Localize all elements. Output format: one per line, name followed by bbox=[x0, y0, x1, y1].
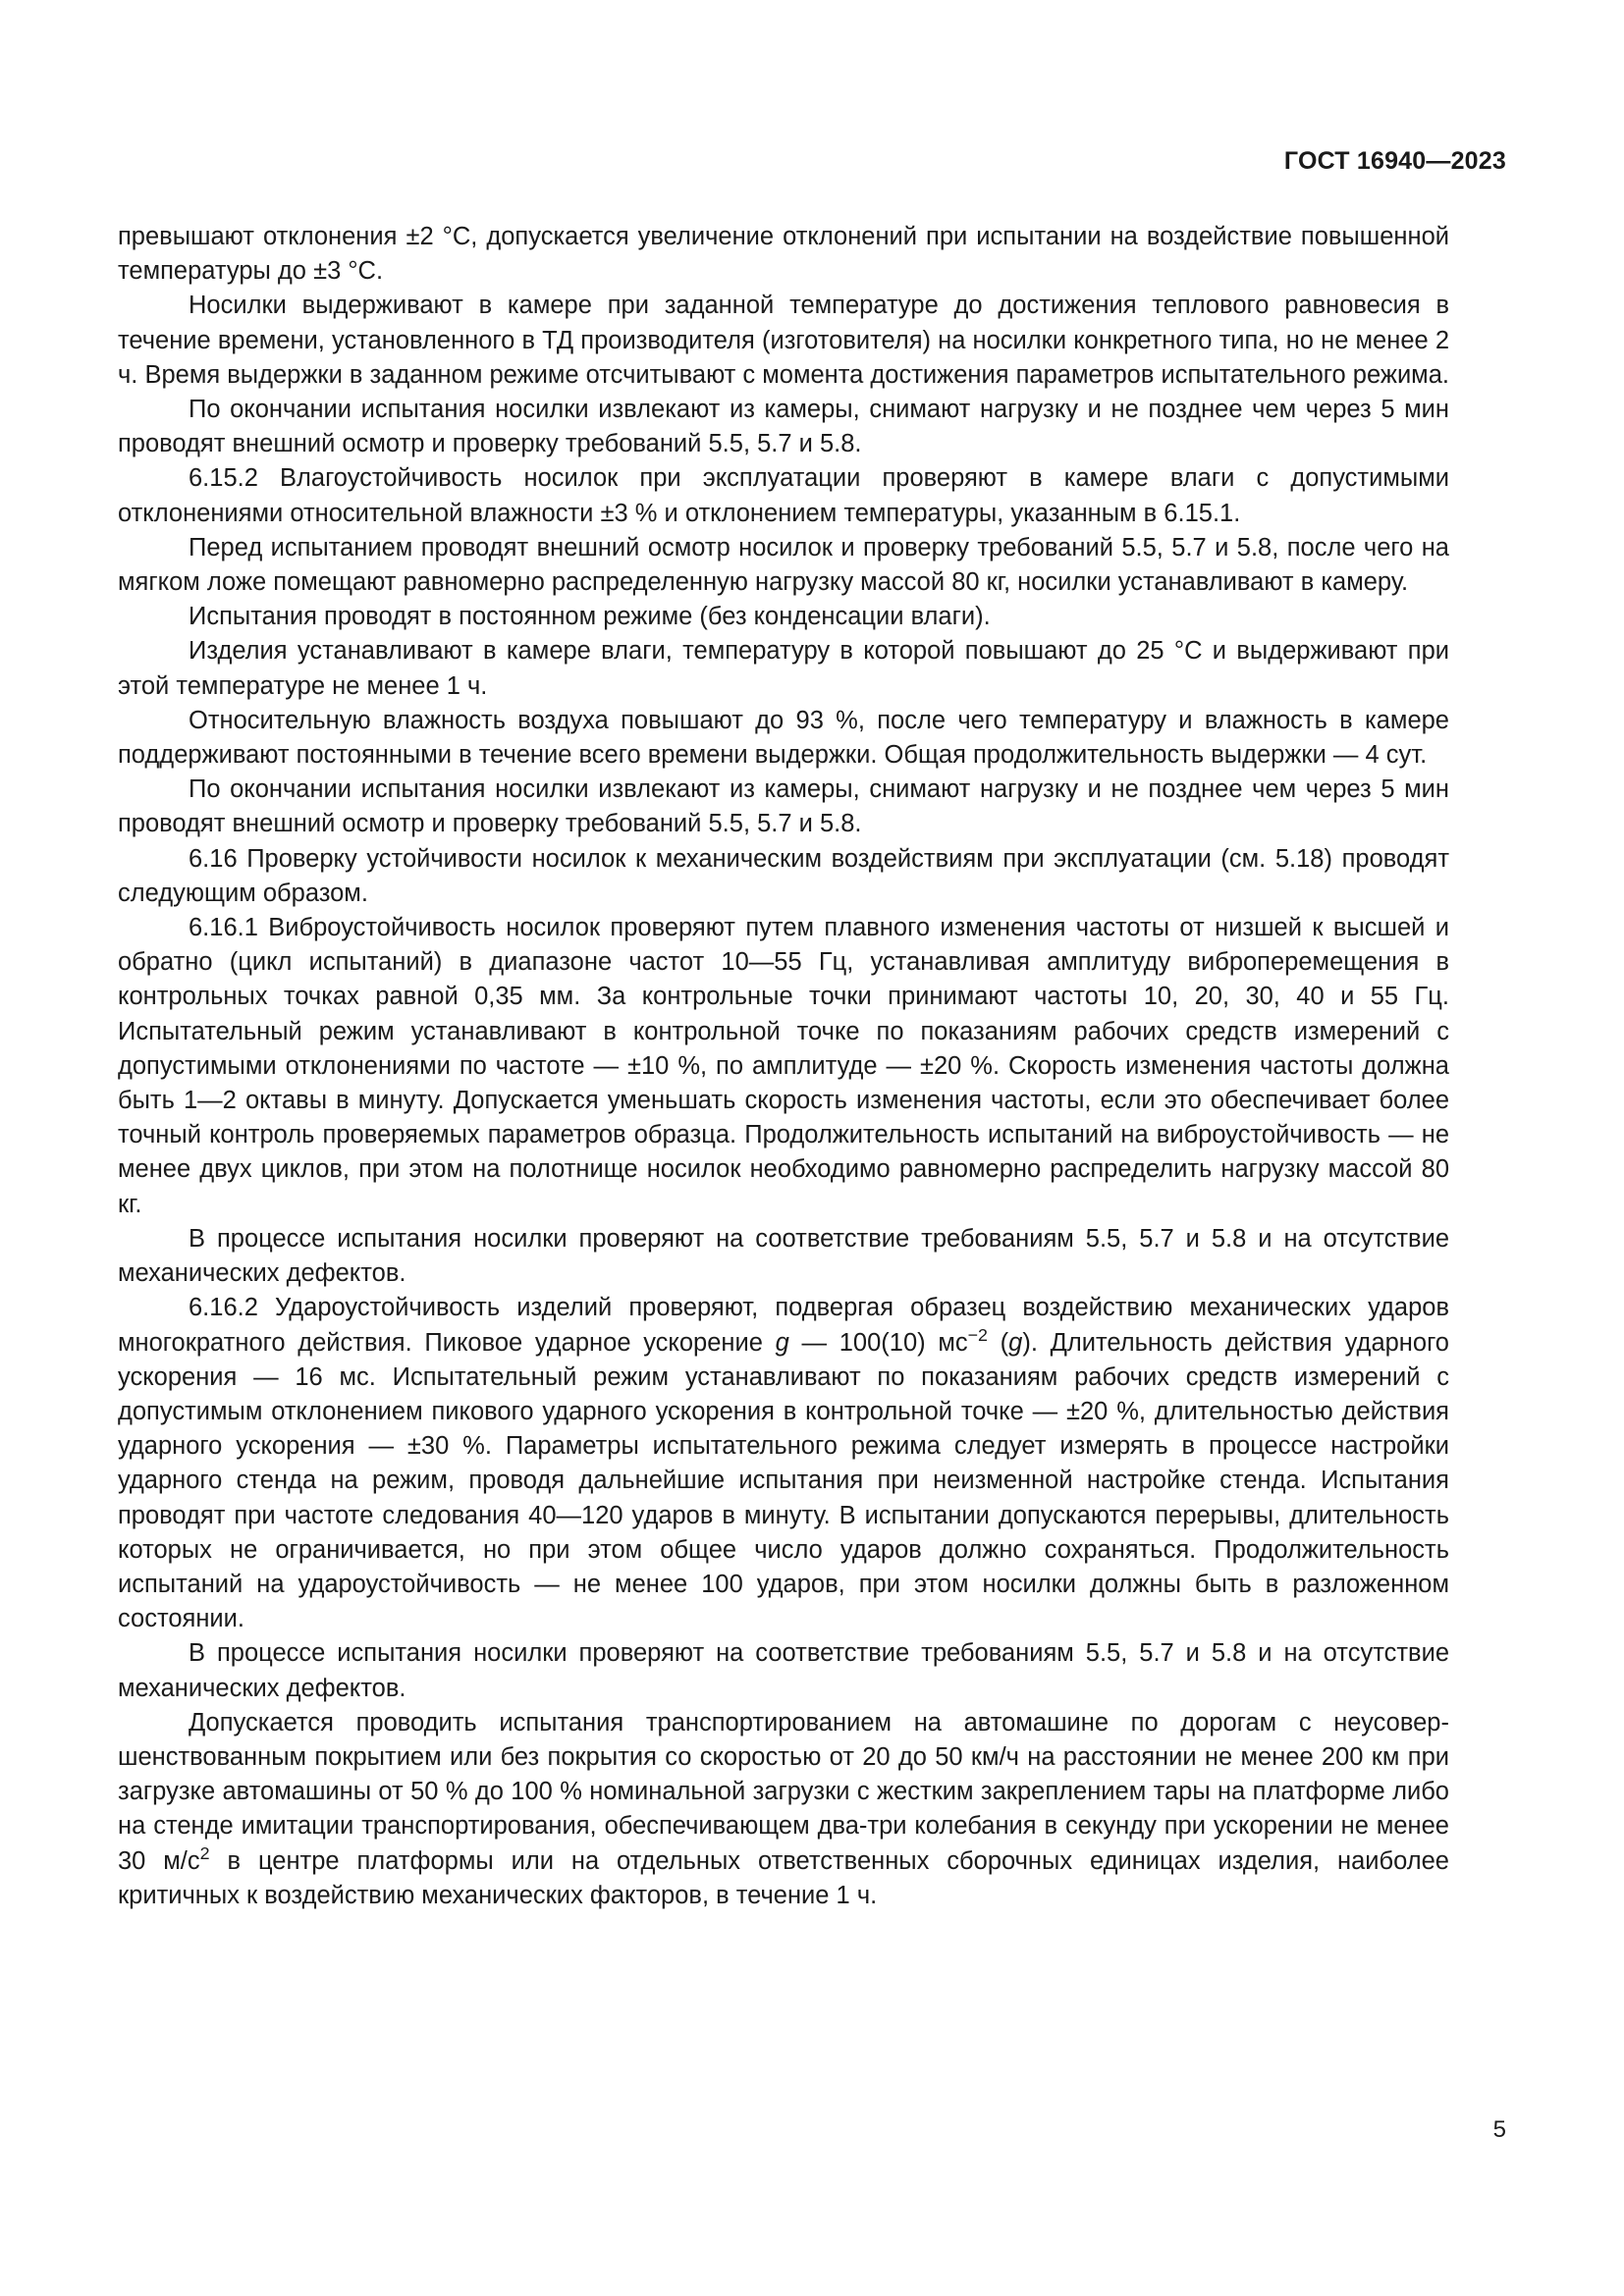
paragraph: Перед испытанием проводят внешний осмотр носилок и проверку требований 5.5, 5.7 и 5.8, после чего на мягком ложе помещают равномерно распределенную нагрузку массой 80 кг, носилки устанавливают в камеру. bbox=[118, 533, 1449, 597]
text-run: ( bbox=[987, 1328, 1009, 1357]
text-run: 6.16.2 Удароустойчивость изделий проверяют, подвергая образец воздействию механических ударов многократного действия. Пиковое ударное ускорение bbox=[118, 1294, 1449, 1357]
paragraph: Испытания проводят в постоянном режиме (без конденсации влаги). bbox=[189, 603, 991, 631]
paragraph: В процессе испытания носилки проверяют на соответствие требованиям 5.5, 5.7 и 5.8 и на отсутствие механических дефектов. bbox=[118, 1639, 1449, 1702]
paragraph: По окончании испытания носилки извлекают из камеры, снимают нагрузку и не позднее чем через 5 мин проводят внешний осмотр и проверку требований 5.5, 5.7 и 5.8. bbox=[118, 396, 1449, 458]
paragraph-transport-test bbox=[118, 1706, 1449, 1913]
g-symbol: g bbox=[1008, 1328, 1023, 1357]
paragraph: 6.16 Проверку устойчивости носилок к механическим воздействиям при эксплуатации (см. 5.18) проводят следующим образом. bbox=[118, 844, 1449, 907]
paragraph: Относительную влажность воздуха повышают до 93 %, после чего температуру и влажность в камере поддерживают постоянными в течение всего времени выдержки. Общая продолжительность выдержки — 4 сут. bbox=[118, 706, 1449, 770]
paragraph: Изделия устанавливают в камере влаги, температуру в которой повышают до 25 °С и выдерживают при этой температуре не менее 1 ч. bbox=[118, 637, 1449, 700]
paragraph-shock-test bbox=[118, 1291, 1449, 1636]
page-number: 5 bbox=[1492, 2116, 1506, 2143]
document-body bbox=[118, 220, 1449, 1913]
text-run: в центре платформы или на отдельных ответственных сборочных единицах изделия, наиболее критичных к воздействию механических факторов, в течение 1 ч. bbox=[118, 1846, 1449, 1909]
superscript-exponent: 2 bbox=[199, 1842, 210, 1863]
paragraph: превышают отклонения ±2 °С, допускается увеличение отклонений при испытании на воздействие повышенной температуры до ±3 °С. bbox=[118, 223, 1449, 286]
paragraph: 6.15.2 Влагоустойчивость носилок при эксплуатации проверяют в камере влаги с допустимыми отклонениями относительной влажности ±3 % и отклонением температуры, указанным в 6.15.1. bbox=[118, 464, 1449, 527]
superscript-exponent: −2 bbox=[967, 1324, 988, 1345]
text-run: — 100(10) мс bbox=[788, 1328, 968, 1357]
paragraph: В процессе испытания носилки проверяют на соответствие требованиям 5.5, 5.7 и 5.8 и на отсутствие механических дефектов. bbox=[118, 1224, 1449, 1288]
standard-code-header: ГОСТ 16940—2023 bbox=[1283, 147, 1506, 175]
g-symbol: g bbox=[775, 1328, 789, 1357]
paragraph: 6.16.1 Виброустойчивость носилок проверяют путем плавного изменения частоты от низшей к высшей и обратно (цикл испытаний) в диапазоне частот 10—55 Гц, устанавливая амплитуду виброперемещения в контрольных точках равной 0,35 мм. За контрольные точки принимают частоты 10, 20, 30, 40 и 55 Гц. Испытательный режим устанавливают в контрольной точке по показаниям рабочих средств измерений с допустимыми отклонениями по частоте — ±10 %, по амплитуде — ±20 %. Скорость изменения частоты должна быть 1—2 октавы в минуту. Допускается уменьшать скорость изменения частоты, если это обеспечивает более точный контроль проверяемых параметров образца. Продолжительность испытаний на виброустойчивость — не менее двух циклов, при этом на полотнище носилок необходимо равномерно распределить нагрузку массой 80 кг. bbox=[118, 914, 1449, 1218]
text-run: Допускается проводить испытания транспортированием на автомашине по дорогам с неусовершенствованным покрытием или без покрытия со скоростью от 20 до 50 км/ч на расстоянии не менее 200 км при загрузке автомашины от 50 % до 100 % номинальной загрузки с жестким закреплением тары на платформе либо на стенде имитации транспортирования, обеспечивающем два-три колебания в секунду при ускорении не менее 30 м/с bbox=[118, 1708, 1449, 1875]
text-run: ). Длительность действия ударного ускорения — 16 мс. Испытательный режим устанавливают по показаниям рабочих средств измерений с допустимым отклонением пикового ударного ускорения в контрольной точке — ±20 %, длительностью действия ударного ускорения — ±30 %. Параметры испытательного режима следует измерять в процессе настройки ударного стенда на режим, проводя дальнейшие испытания при неизменной настройке стенда. Испытания проводят при частоте следования 40—120 ударов в минуту. В испытании допускаются перерывы, длительность которых не ограничивается, но при этом общее число ударов должно сохраняться. Продолжительность испытаний на удароустойчивость — не менее 100 ударов, при этом носилки должны быть в разложенном состоянии. bbox=[118, 1328, 1449, 1633]
paragraph: По окончании испытания носилки извлекают из камеры, снимают нагрузку и не позднее чем через 5 мин проводят внешний осмотр и проверку требований 5.5, 5.7 и 5.8. bbox=[118, 775, 1449, 838]
paragraph: Носилки выдерживают в камере при заданной температуре до достижения теплового равновесия в течение времени, установленного в ТД производителя (изготовителя) на носилки конкретного типа, но не менее 2 ч. Время выдержки в заданном режиме отсчитывают с момента достижения параметров испытательного режима. bbox=[118, 292, 1449, 389]
